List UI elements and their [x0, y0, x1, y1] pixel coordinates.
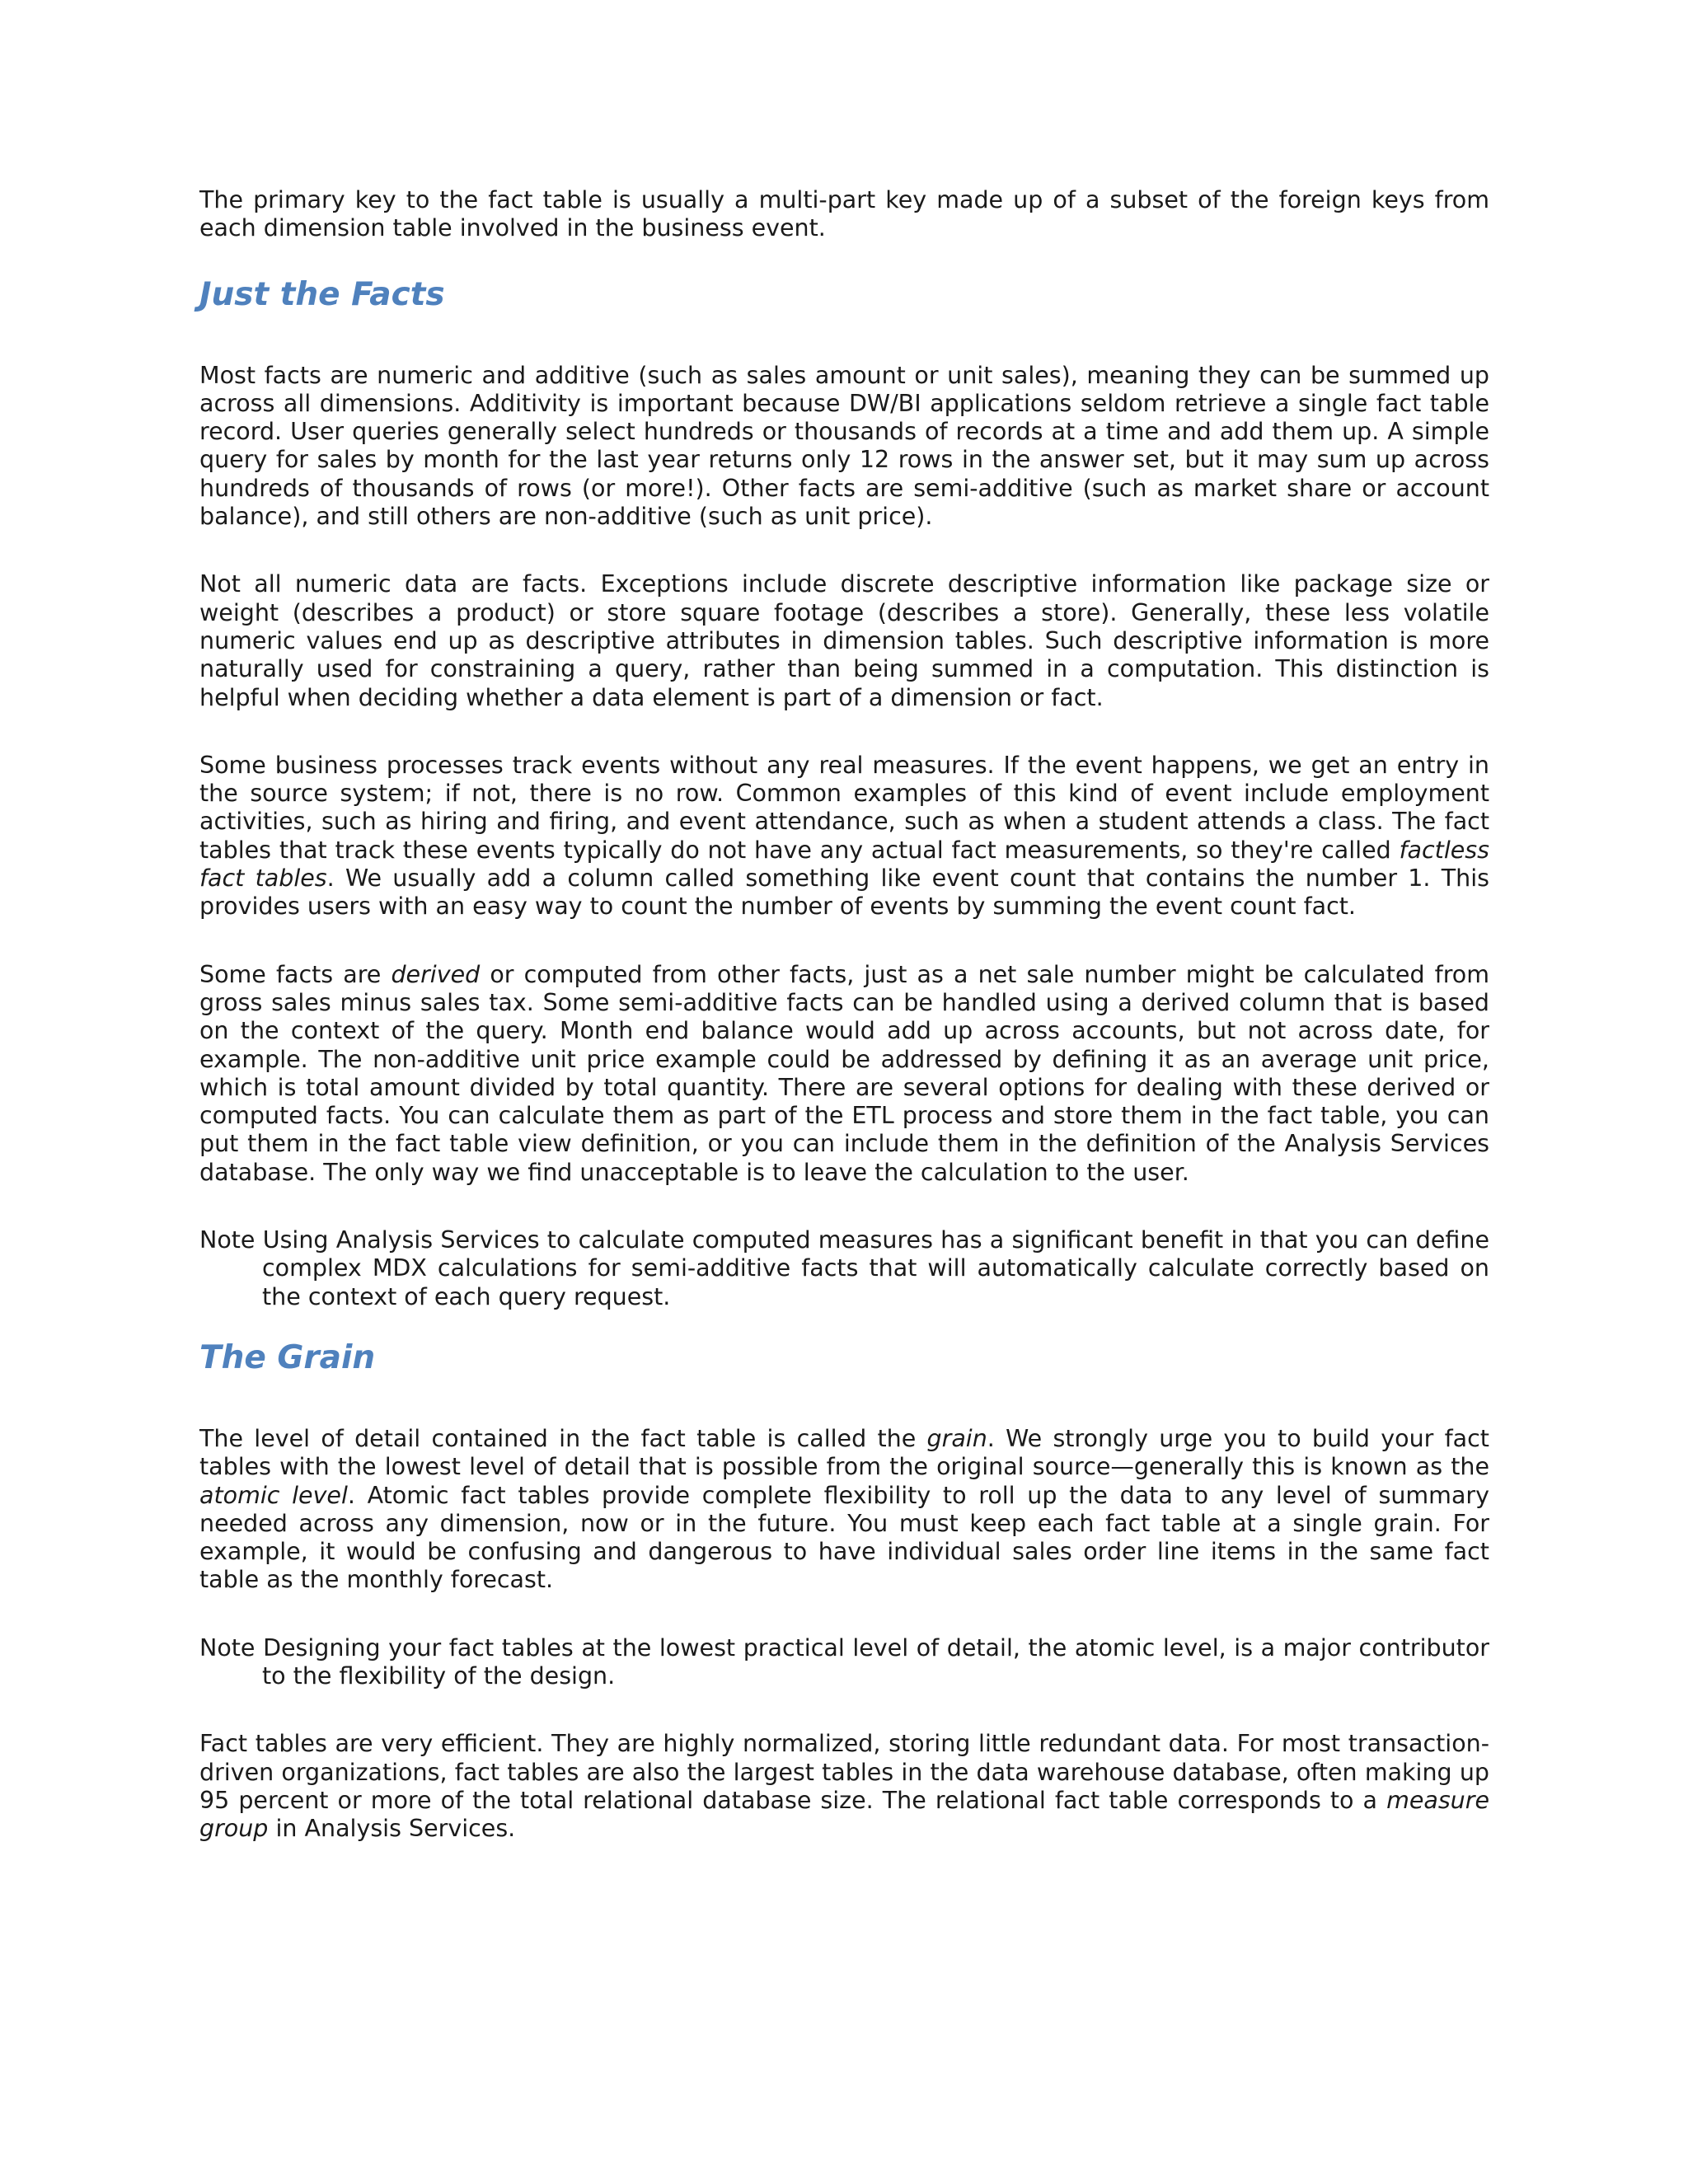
note-text: Designing your fact tables at the lowest practical level of detail, the atomic level, is a major contributor to the flexibility of the design.: [262, 1633, 1490, 1690]
emphasis-text: grain: [926, 1424, 987, 1452]
paragraph-text: Fact tables are very efficient. They are highly normalized, storing little redundant data. For most transaction-driven organizations, fact tables are also the largest tables in the data warehouse database, often making up 95 percent or more of the total relational database size. The relational fact table corresponds to a: [199, 1730, 1489, 1814]
paragraph-text: Some business processes track events without any real measures. If the event happens, we get an entry in the source system; if not, there is no row. Common examples of this kind of event include employment activities, such as hiring and firing, and event attendance, such as when a student attends a class. The fact tables that track these events typically do not have any actual fact measurements, so they're called: [199, 751, 1489, 864]
emphasis-text: measure group: [199, 1786, 1489, 1843]
document-page: [199, 186, 1489, 1882]
heading-just-the-facts: Just the Facts: [199, 275, 445, 313]
paragraph-text: Most facts are numeric and additive (such as sales amount or unit sales), meaning they can be summed up across all dimensions. Additivity is important because DW/BI applications seldom retrieve a single fact table record. User queries generally select hundreds or thousands of records at a time and add them up. A simple query for sales by month for the last year returns only 12 rows in the answer set, but it may sum up across hundreds of thousands of rows (or more!). Other facts are semi-additive (such as market share or account balance), and still others are non-additive (such as unit price).: [199, 361, 1489, 531]
paragraph-primary-key: [199, 186, 1489, 243]
paragraph-text: or computed from other facts, just as a net sale number might be calculated from gross sales minus sales tax. Some semi-additive facts can be handled using a derived column that is based on the context of the query. Month end balance would add up across accounts, but not across date, for example. The non-additive unit price example could be addressed by defining it as an average unit price, which is total amount divided by total quantity. There are several options for dealing with these derived or computed facts. You can calculate them as part of the ETL process and store them in the fact table, you can put them in the fact table view definition, or you can include them in the definition of the Analysis Services database. The only way we find unacceptable is to leave the calculation to the user.: [199, 960, 1489, 1186]
paragraph-text: The level of detail contained in the fact table is called the: [199, 1424, 927, 1452]
note-atomic-level: [199, 1634, 1489, 1691]
paragraph-text: . We strongly urge you to build your fact tables with the lowest level of detail that is possible from the original source—generally this is known as the: [199, 1424, 1489, 1481]
emphasis-text: atomic level: [199, 1481, 348, 1509]
paragraph-text: in Analysis Services.: [268, 1815, 516, 1843]
note-label: Note: [199, 1633, 256, 1661]
emphasis-text: factless fact tables: [199, 836, 1489, 893]
paragraph-text: Some facts are: [199, 960, 392, 988]
heading-the-grain: The Grain: [199, 1338, 376, 1376]
paragraph-additive-facts: [199, 362, 1489, 532]
paragraph-text: The primary key to the fact table is usually a multi-part key made up of a subset of the foreign keys from each dimension table involved in the business event.: [199, 186, 1489, 242]
paragraph-text: . We usually add a column called something like event count that contains the number 1. This provides users with an easy way to count the number of events by summing the event count fact.: [199, 865, 1489, 921]
note-label: Note: [199, 1226, 256, 1254]
paragraph-text: Not all numeric data are facts. Exceptions include discrete descriptive information like package size or weight (describes a product) or store square footage (describes a store). Generally, these less volatile numeric values end up as descriptive attributes in dimension tables. Such descriptive information is more naturally used for constraining a query, rather than being summed in a computation. This distinction is helpful when deciding whether a data element is part of a dimension or fact.: [199, 570, 1489, 711]
note-analysis-services: [199, 1226, 1489, 1311]
paragraph-derived-facts: [199, 961, 1489, 1187]
note-text: Using Analysis Services to calculate computed measures has a significant benefit in that you can define complex MDX calculations for semi-additive facts that will automatically calculate correctly based on the context of each query request.: [262, 1226, 1489, 1310]
paragraph-factless-fact-tables: [199, 752, 1489, 921]
paragraph-numeric-data: [199, 570, 1489, 711]
emphasis-text: derived: [391, 960, 481, 988]
paragraph-grain: [199, 1425, 1489, 1595]
paragraph-text: . Atomic fact tables provide complete flexibility to roll up the data to any level of summary needed across any dimension, now or in the future. You must keep each fact table at a single grain. For example, it would be confusing and dangerous to have individual sales order line items in the same fact table as the monthly forecast.: [199, 1481, 1489, 1594]
paragraph-fact-tables-efficient: [199, 1730, 1489, 1843]
